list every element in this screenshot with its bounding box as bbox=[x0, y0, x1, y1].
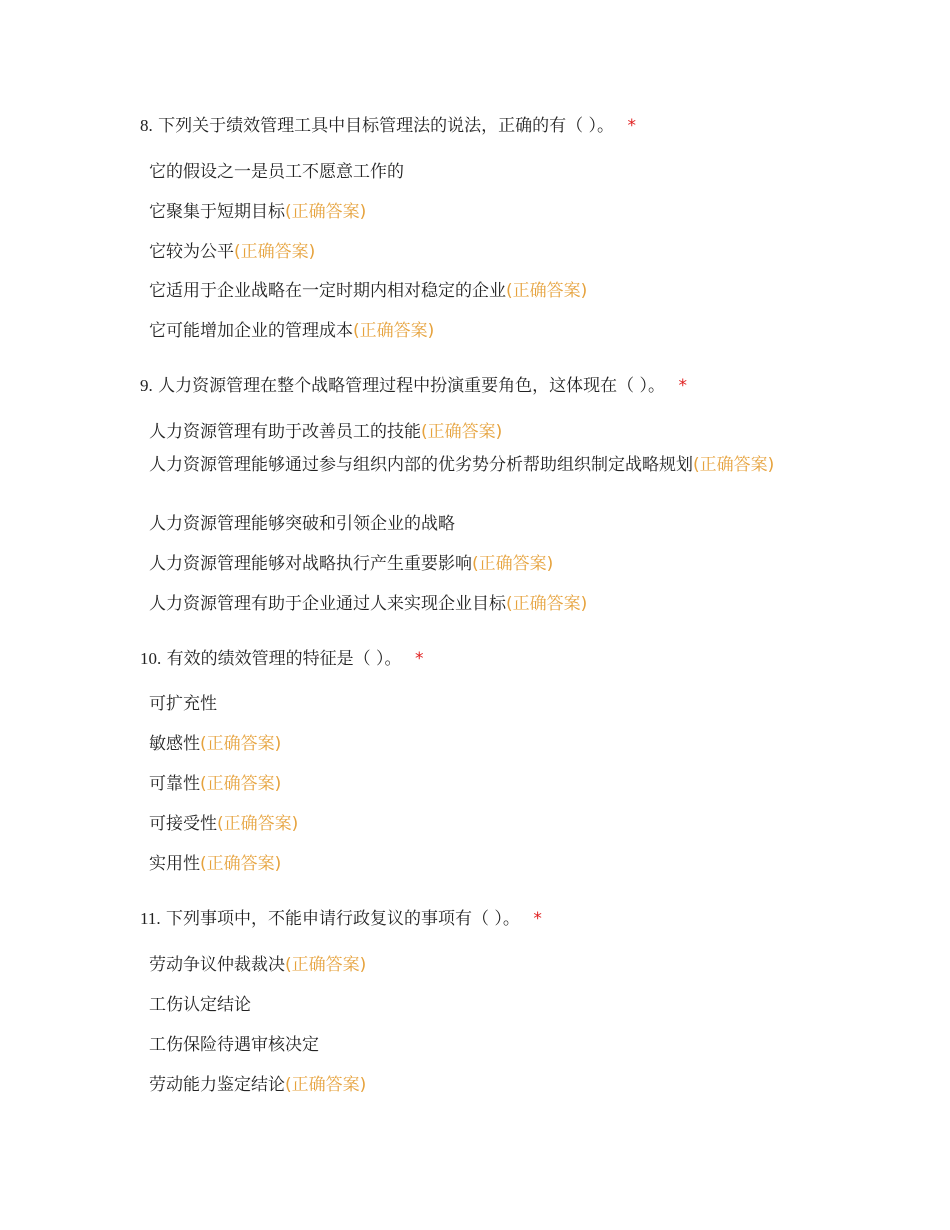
correct-answer-tag: (正确答案) bbox=[506, 281, 588, 301]
required-asterisk: * bbox=[533, 909, 542, 929]
question-text: 人力资源管理在整个战略管理过程中扮演重要角色，这体现在（ ）。 bbox=[158, 376, 666, 396]
option-text: 人力资源管理能够通过参与组织内部的优劣势分析帮助组织制定战略规划 bbox=[149, 455, 693, 475]
correct-answer-tag: (正确答案) bbox=[285, 202, 367, 222]
option-text: 工伤认定结论 bbox=[149, 995, 251, 1015]
option[interactable] bbox=[149, 851, 799, 877]
option-text: 人力资源管理能够突破和引领企业的战略 bbox=[149, 514, 455, 534]
option-text: 可靠性 bbox=[149, 774, 200, 794]
option[interactable] bbox=[149, 1072, 799, 1098]
correct-answer-tag: (正确答案) bbox=[200, 854, 282, 874]
option[interactable] bbox=[149, 811, 799, 837]
option[interactable] bbox=[149, 511, 799, 537]
question-title bbox=[140, 375, 687, 397]
correct-answer-tag: (正确答案) bbox=[353, 321, 435, 341]
option[interactable] bbox=[149, 278, 799, 304]
option[interactable] bbox=[149, 239, 799, 265]
option[interactable] bbox=[149, 992, 799, 1018]
question-title bbox=[140, 115, 636, 137]
option[interactable] bbox=[149, 318, 799, 344]
option-text: 可接受性 bbox=[149, 814, 217, 834]
option[interactable] bbox=[149, 952, 799, 978]
option-text: 敏感性 bbox=[149, 734, 200, 754]
option[interactable] bbox=[149, 771, 799, 797]
option[interactable] bbox=[149, 731, 799, 757]
correct-answer-tag: (正确答案) bbox=[217, 814, 299, 834]
required-asterisk: * bbox=[678, 376, 687, 396]
question-number: 10. bbox=[140, 649, 162, 668]
option-text: 劳动争议仲裁裁决 bbox=[149, 955, 285, 975]
option-text: 它较为公平 bbox=[149, 242, 234, 262]
question-number: 9. bbox=[140, 376, 153, 395]
question-number: 11. bbox=[140, 909, 161, 928]
option-text: 实用性 bbox=[149, 854, 200, 874]
option-text: 它适用于企业战略在一定时期内相对稳定的企业 bbox=[149, 281, 506, 301]
option[interactable] bbox=[149, 1032, 799, 1058]
option[interactable] bbox=[149, 551, 799, 577]
correct-answer-tag: (正确答案) bbox=[506, 594, 588, 614]
option[interactable] bbox=[149, 691, 799, 717]
correct-answer-tag: (正确答案) bbox=[421, 422, 503, 442]
option[interactable] bbox=[149, 452, 799, 478]
option[interactable] bbox=[149, 159, 799, 185]
question-text: 下列关于绩效管理工具中目标管理法的说法，正确的有（ ）。 bbox=[158, 116, 615, 136]
required-asterisk: * bbox=[627, 116, 636, 136]
option-text: 人力资源管理有助于企业通过人来实现企业目标 bbox=[149, 594, 506, 614]
correct-answer-tag: (正确答案) bbox=[234, 242, 316, 262]
option[interactable] bbox=[149, 199, 799, 225]
question-title bbox=[140, 648, 423, 670]
option[interactable] bbox=[149, 419, 799, 445]
correct-answer-tag: (正确答案) bbox=[472, 554, 554, 574]
option[interactable] bbox=[149, 591, 799, 617]
question-text: 有效的绩效管理的特征是（ ）。 bbox=[166, 649, 402, 669]
question-title bbox=[140, 908, 542, 930]
question-text: 下列事项中，不能申请行政复议的事项有（ ）。 bbox=[166, 909, 520, 929]
question-number: 8. bbox=[140, 116, 153, 135]
option-text: 工伤保险待遇审核决定 bbox=[149, 1035, 319, 1055]
option-text: 劳动能力鉴定结论 bbox=[149, 1075, 285, 1095]
option-text: 它可能增加企业的管理成本 bbox=[149, 321, 353, 341]
option-text: 它聚集于短期目标 bbox=[149, 202, 285, 222]
option-text: 它的假设之一是员工不愿意工作的 bbox=[149, 162, 404, 182]
required-asterisk: * bbox=[414, 649, 424, 669]
option-text: 人力资源管理有助于改善员工的技能 bbox=[149, 422, 421, 442]
option-text: 人力资源管理能够对战略执行产生重要影响 bbox=[149, 554, 472, 574]
correct-answer-tag: (正确答案) bbox=[200, 774, 282, 794]
correct-answer-tag: (正确答案) bbox=[285, 1075, 367, 1095]
correct-answer-tag: (正确答案) bbox=[285, 955, 367, 975]
correct-answer-tag: (正确答案) bbox=[693, 455, 775, 475]
option-text: 可扩充性 bbox=[149, 694, 217, 714]
correct-answer-tag: (正确答案) bbox=[200, 734, 282, 754]
